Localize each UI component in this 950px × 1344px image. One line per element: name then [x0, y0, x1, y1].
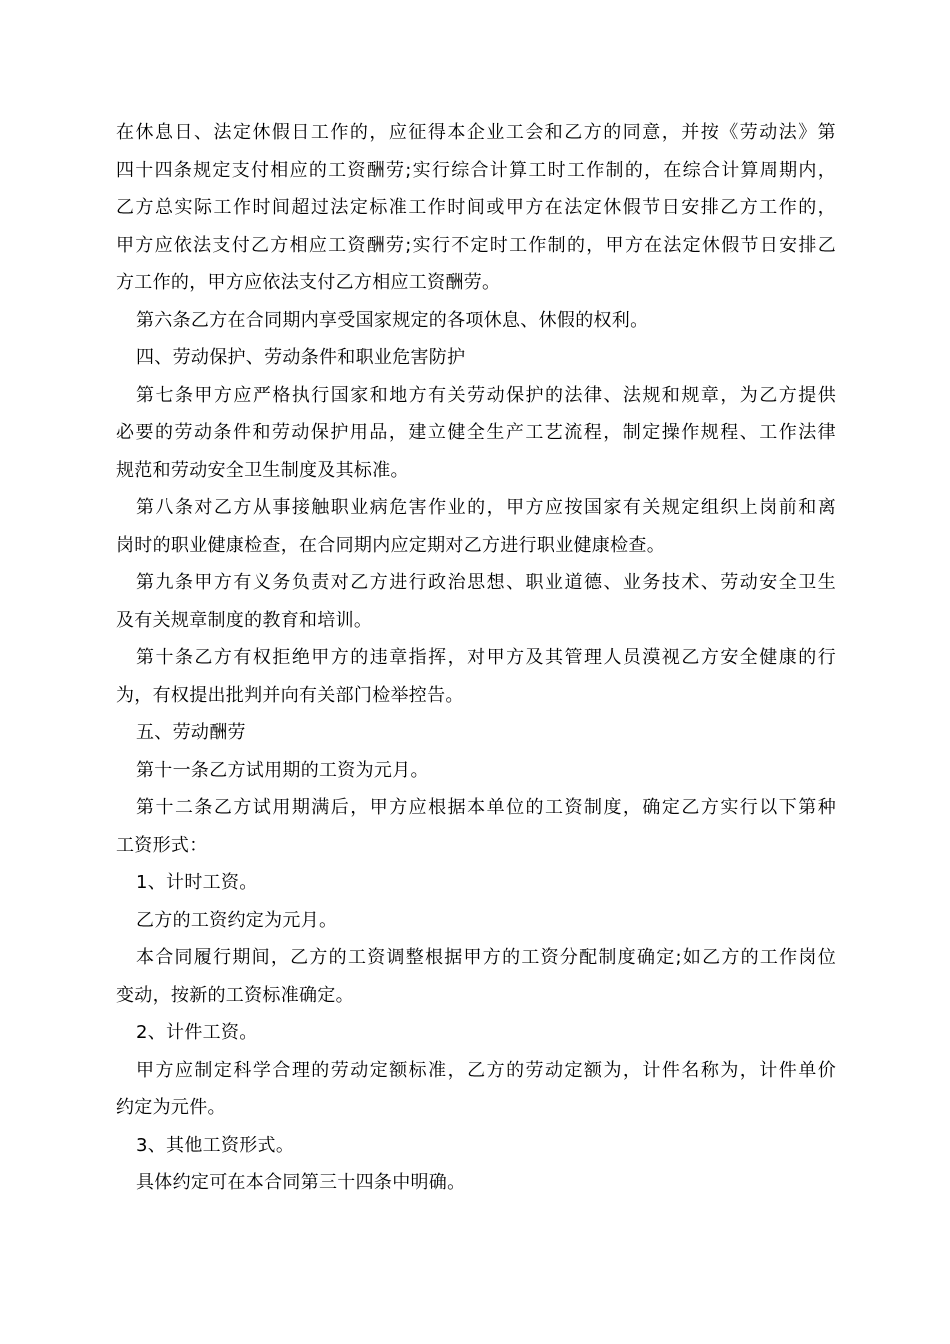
line-1: 在休息日、法定休假日工作的，应征得本企业工会和乙方的同意，并按《劳动法》第	[116, 122, 836, 143]
line-21: 1、计时工资。	[136, 872, 258, 893]
line-25: 2、计件工资。	[136, 1022, 258, 1043]
line-26: 甲方应制定科学合理的劳动定额标准，乙方的劳动定额为，计件名称为，计件单价	[136, 1059, 836, 1081]
line-14: 及有关规章制度的教育和培训。	[116, 609, 373, 631]
line-29: 具体约定可在本合同第三十四条中明确。	[136, 1172, 466, 1193]
line-5: 方工作的，甲方应依法支付乙方相应工资酬劳。	[116, 272, 501, 293]
line-16: 为，有权提出批判并向有关部门检举控告。	[116, 684, 464, 706]
line-10: 规范和劳动安全卫生制度及其标准。	[116, 459, 409, 481]
section-heading-4: 四、劳动保护、劳动条件和职业危害防护	[136, 347, 466, 368]
section-heading-5: 五、劳动酬劳	[136, 722, 246, 743]
line-13: 第九条甲方有义务负责对乙方进行政治思想、职业道德、业务技术、劳动安全卫生	[136, 572, 836, 593]
line-22: 乙方的工资约定为元月。	[136, 909, 338, 931]
line-18: 第十一条乙方试用期的工资为元月。	[136, 759, 429, 781]
line-6: 第六条乙方在合同期内享受国家规定的各项休息、休假的权利。	[136, 309, 649, 331]
line-19: 第十二条乙方试用期满后，甲方应根据本单位的工资制度，确定乙方实行以下第种	[136, 797, 836, 818]
line-3: 乙方总实际工作时间超过法定标准工作时间或甲方在法定休假节日安排乙方工作的，	[116, 197, 836, 218]
line-24: 变动，按新的工资标准确定。	[116, 984, 354, 1006]
line-15: 第十条乙方有权拒绝甲方的违章指挥，对甲方及其管理人员漠视乙方安全健康的行	[136, 647, 836, 668]
line-9: 必要的劳动条件和劳动保护用品，建立健全生产工艺流程，制定操作规程、工作法律	[116, 422, 836, 443]
line-27: 约定为元件。	[116, 1097, 226, 1118]
line-4: 甲方应依法支付乙方相应工资酬劳;实行不定时工作制的，甲方在法定休假节日安排乙	[116, 234, 836, 256]
line-2: 四十四条规定支付相应的工资酬劳;实行综合计算工时工作制的，在综合计算周期内，	[116, 159, 836, 181]
line-12: 岗时的职业健康检查，在合同期内应定期对乙方进行职业健康检查。	[116, 534, 665, 556]
line-8: 第七条甲方应严格执行国家和地方有关劳动保护的法律、法规和规章，为乙方提供	[136, 384, 836, 406]
line-28: 3、其他工资形式。	[136, 1134, 295, 1156]
line-20: 工资形式：	[116, 834, 208, 856]
document-body	[116, 114, 836, 1202]
line-11: 第八条对乙方从事接触职业病危害作业的，甲方应按国家有关规定组织上岗前和离	[136, 497, 836, 518]
line-23: 本合同履行期间，乙方的工资调整根据甲方的工资分配制度确定;如乙方的工作岗位	[136, 947, 836, 968]
